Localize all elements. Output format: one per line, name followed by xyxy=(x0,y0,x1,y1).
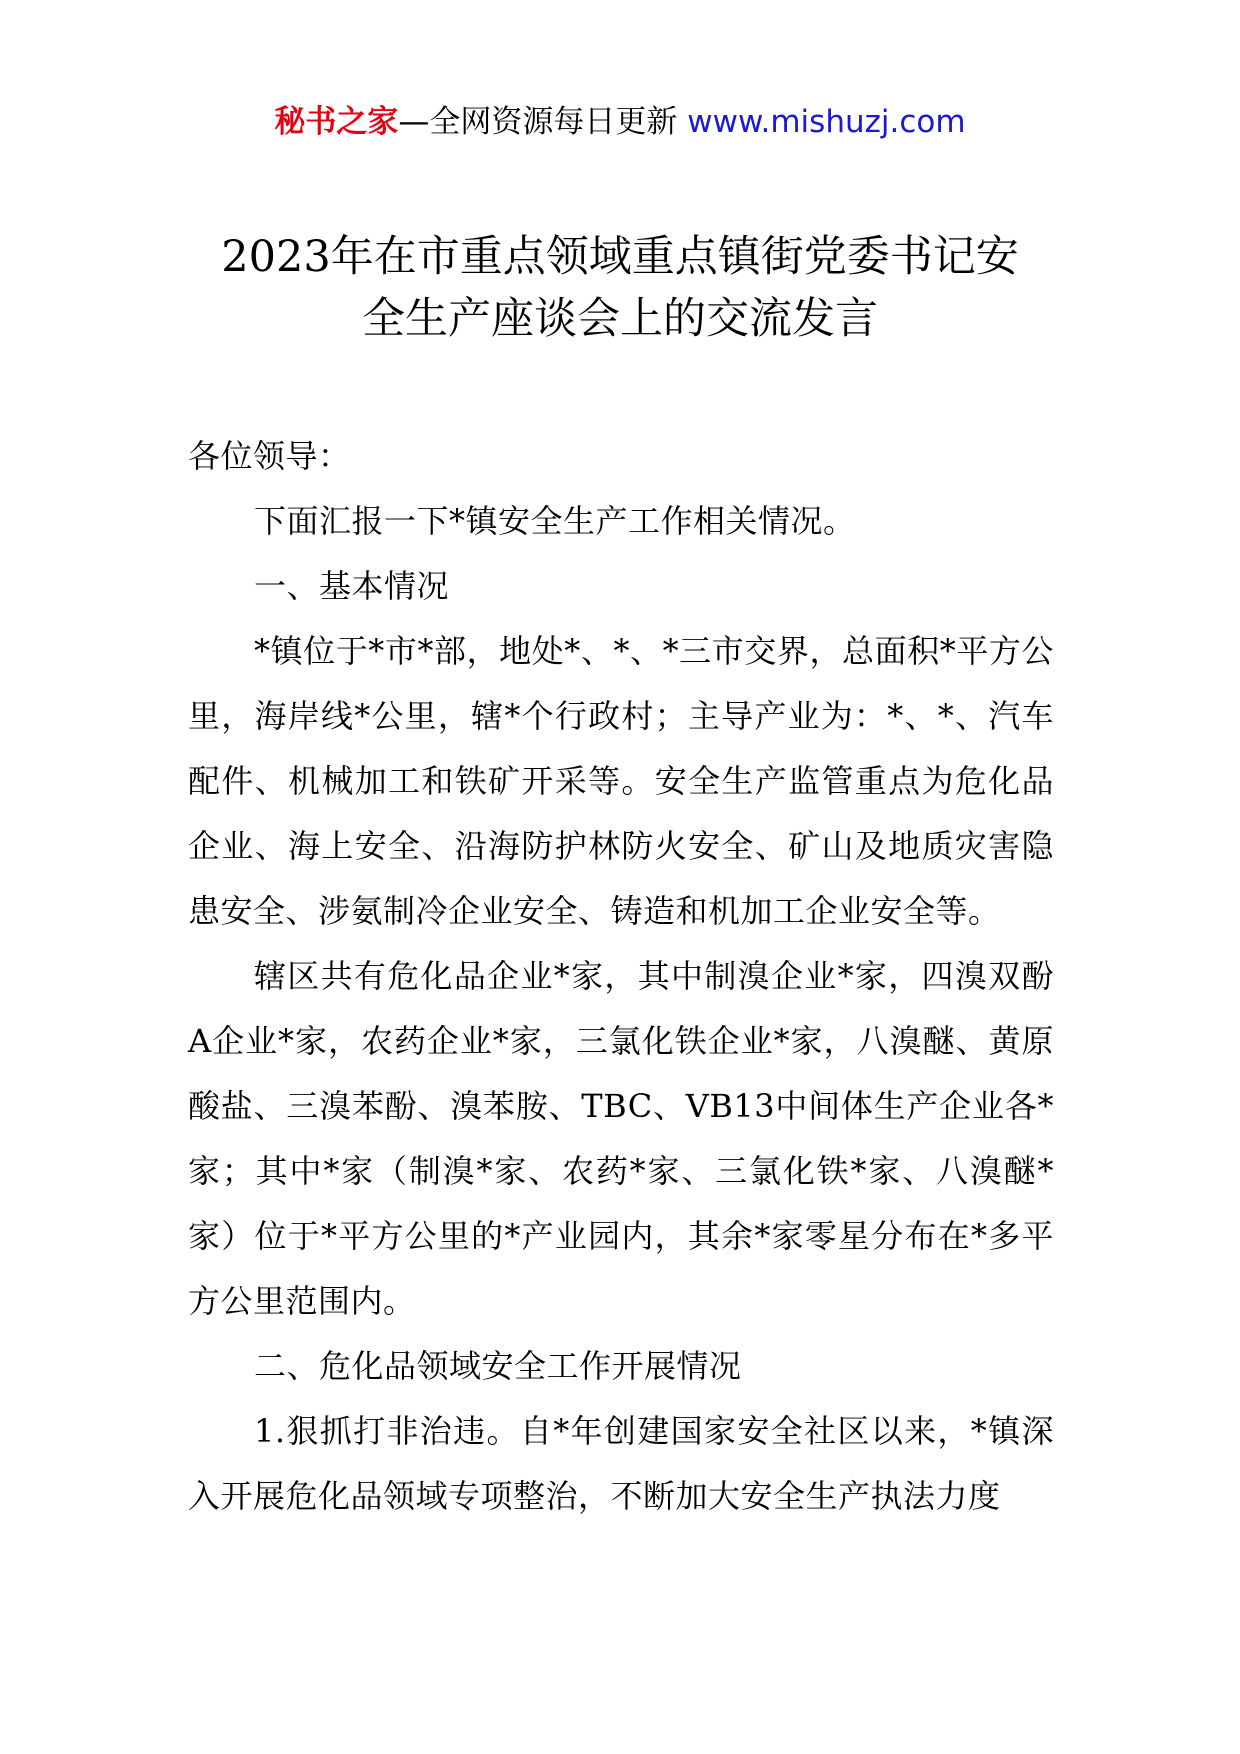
paragraph-basic-info: *镇位于*市*部，地处*、*、*三市交界，总面积*平方公里，海岸线*公里，辖*个行政村；主导产业为：*、*、汽车配件、机械加工和铁矿开采等。安全生产监管重点为危化品企业、海上安全、沿海防护林防火安全、矿山及地质灾害隐患安全、涉氨制冷企业安全、铸造和机加工企业安全等。 xyxy=(188,632,1054,930)
brand-name: 秘书之家 xyxy=(274,104,399,140)
site-header xyxy=(0,102,1240,142)
intro-paragraph: 下面汇报一下*镇安全生产工作相关情况。 xyxy=(254,502,856,540)
section-heading-2: 二、危化品领域安全工作开展情况 xyxy=(254,1347,742,1385)
section-heading-1: 一、基本情况 xyxy=(254,567,450,605)
site-url-link[interactable]: www.mishuzj.com xyxy=(687,104,966,140)
paragraph-enterprises: 辖区共有危化品企业*家，其中制溴企业*家，四溴双酚A企业*家，农药企业*家，三氯化铁企业*家，八溴醚、黄原酸盐、三溴苯酚、溴苯胺、TBC、VB13中间体生产企业各*家；其中*家（制溴*家、农药*家、三氯化铁*家、八溴醚*家）位于*平方公里的*产业园内，其余*家零星分布在*多平方公里范围内。 xyxy=(188,957,1054,1320)
document-title xyxy=(170,226,1070,350)
document-body xyxy=(188,424,1054,1529)
salutation: 各位领导： xyxy=(188,437,351,475)
site-slogan: —全网资源每日更新 xyxy=(398,104,688,140)
document-title-line-1: 2023年在市重点领域重点镇街党委书记安 xyxy=(221,232,1019,282)
document-title-line-2: 全生产座谈会上的交流发言 xyxy=(362,294,878,344)
paragraph-crackdown: 1.狠抓打非治违。自*年创建国家安全社区以来，*镇深入开展危化品领域专项整治，不断加大安全生产执法力度 xyxy=(188,1412,1054,1515)
